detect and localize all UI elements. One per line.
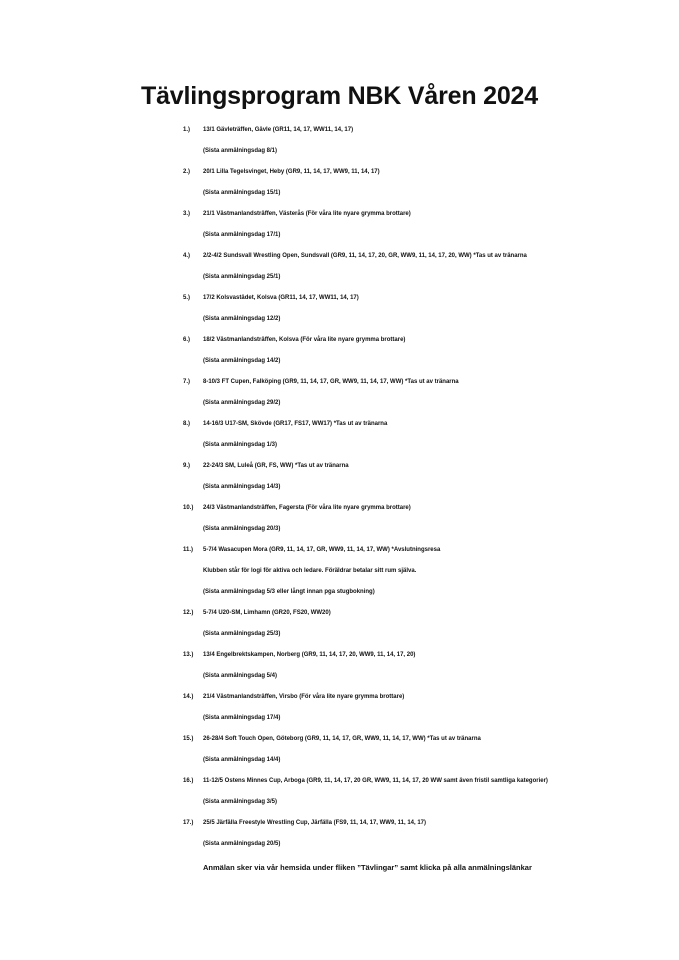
item-number: 9.) (183, 463, 191, 469)
detail-line (0, 441, 679, 462)
item-number: 2.) (183, 169, 191, 175)
event-text: 21/4 Västmanlandsträffen, Virsbo (För våra lite nyare grymma brottare) (203, 694, 405, 700)
detail-line (0, 798, 679, 819)
detail-line (0, 756, 679, 777)
detail-text: (Sista anmälningsdag 25/3) (203, 631, 281, 637)
event-text: 21/1 Västmanlandsträffen, Västerås (För våra lite nyare grymma brottare) (203, 211, 411, 217)
event-line (0, 651, 679, 672)
detail-line (0, 483, 679, 504)
list-item (0, 420, 679, 462)
detail-line (0, 567, 679, 588)
detail-line (0, 357, 679, 378)
item-number: 7.) (183, 379, 191, 385)
detail-line (0, 399, 679, 420)
event-line (0, 462, 679, 483)
item-number: 1.) (183, 127, 191, 133)
detail-line (0, 714, 679, 735)
event-text: 11-12/5 Ostens Minnes Cup, Arboga (GR9, 11, 14, 17, 20 GR, WW9, 11, 14, 17, 20 WW samt även fristil samtliga kategorier) (203, 778, 548, 784)
detail-text: (Sista anmälningsdag 5/3 eller långt innan pga stugbokning) (203, 589, 375, 595)
detail-line (0, 630, 679, 651)
item-number: 16.) (183, 778, 194, 784)
list-item (0, 294, 679, 336)
detail-line (0, 315, 679, 336)
item-number: 11.) (183, 547, 194, 553)
event-line (0, 252, 679, 273)
detail-line (0, 273, 679, 294)
list-item (0, 126, 679, 168)
detail-text: (Sista anmälningsdag 15/1) (203, 190, 281, 196)
list-item (0, 252, 679, 294)
item-number: 15.) (183, 736, 194, 742)
event-line (0, 735, 679, 756)
detail-line (0, 672, 679, 693)
item-number: 3.) (183, 211, 191, 217)
event-text: 18/2 Västmanlandsträffen, Kolsva (För våra lite nyare grymma brottare) (203, 337, 406, 343)
item-number: 14.) (183, 694, 194, 700)
event-line (0, 819, 679, 840)
item-number: 10.) (183, 505, 194, 511)
list-item (0, 546, 679, 609)
event-text: 22-24/3 SM, Luleå (GR, FS, WW) *Tas ut av tränarna (203, 463, 349, 469)
item-number: 12.) (183, 610, 194, 616)
detail-line (0, 525, 679, 546)
list-item (0, 819, 679, 861)
detail-line (0, 840, 679, 861)
detail-text: (Sista anmälningsdag 8/1) (203, 148, 278, 154)
event-text: 13/4 Engelbrektskampen, Norberg (GR9, 11, 14, 17, 20, WW9, 11, 14, 17, 20) (203, 652, 416, 658)
list-item (0, 504, 679, 546)
item-number: 4.) (183, 253, 191, 259)
event-line (0, 693, 679, 714)
list-item (0, 336, 679, 378)
event-text: 2/2-4/2 Sundsvall Wrestling Open, Sundsvall (GR9, 11, 14, 17, 20, GR, WW9, 11, 14, 17, 20, WW) *Tas ut av tränarna (203, 253, 527, 259)
event-line (0, 168, 679, 189)
list-item (0, 693, 679, 735)
list-item (0, 462, 679, 504)
item-number: 13.) (183, 652, 194, 658)
list-item (0, 378, 679, 420)
page-title: Tävlingsprogram NBK Våren 2024 (141, 82, 538, 110)
item-number: 8.) (183, 421, 191, 427)
detail-text: (Sista anmälningsdag 25/1) (203, 274, 281, 280)
event-text: 14-16/3 U17-SM, Skövde (GR17, FS17, WW17) *Tas ut av tränarna (203, 421, 388, 427)
detail-text: (Sista anmälningsdag 17/1) (203, 232, 281, 238)
item-number: 6.) (183, 337, 191, 343)
event-line (0, 420, 679, 441)
detail-line (0, 231, 679, 252)
event-line (0, 294, 679, 315)
competition-list (0, 126, 679, 861)
event-line (0, 378, 679, 399)
list-item (0, 609, 679, 651)
detail-text: (Sista anmälningsdag 14/4) (203, 757, 281, 763)
list-item (0, 735, 679, 777)
event-text: 26-28/4 Soft Touch Open, Göteborg (GR9, 11, 14, 17, GR, WW9, 11, 14, 17, WW) *Tas ut av tränarna (203, 736, 481, 742)
item-number: 17.) (183, 820, 194, 826)
event-line (0, 210, 679, 231)
detail-text: (Sista anmälningsdag 14/2) (203, 358, 281, 364)
event-text: 17/2 Kolsvastädet, Kolsva (GR11, 14, 17, WW11, 14, 17) (203, 295, 359, 301)
event-text: 24/3 Västmanlandsträffen, Fagersta (För våra lite nyare grymma brottare) (203, 505, 411, 511)
detail-line (0, 147, 679, 168)
event-line (0, 777, 679, 798)
event-text: 13/1 Gävleträffen, Gävle (GR11, 14, 17, WW11, 14, 17) (203, 127, 354, 133)
event-text: 20/1 Lilla Tegelsvinget, Heby (GR9, 11, 14, 17, WW9, 11, 14, 17) (203, 169, 380, 175)
detail-text: (Sista anmälningsdag 3/5) (203, 799, 278, 805)
event-line (0, 126, 679, 147)
event-text: 5-7/4 Wasacupen Mora (GR9, 11, 14, 17, GR, WW9, 11, 14, 17, WW) *Avslutningsresa (203, 547, 441, 553)
detail-text: (Sista anmälningsdag 1/3) (203, 442, 278, 448)
event-line (0, 546, 679, 567)
detail-text: (Sista anmälningsdag 20/5) (203, 841, 281, 847)
list-item (0, 210, 679, 252)
event-line (0, 609, 679, 630)
detail-text: (Sista anmälningsdag 29/2) (203, 400, 281, 406)
event-text: 8-10/3 FT Cupen, Falköping (GR9, 11, 14, 17, GR, WW9, 11, 14, 17, WW) *Tas ut av tränarna (203, 379, 459, 385)
detail-line (0, 588, 679, 609)
detail-text: (Sista anmälningsdag 5/4) (203, 673, 278, 679)
detail-text: (Sista anmälningsdag 17/4) (203, 715, 281, 721)
event-text: 5-7/4 U20-SM, Limhamn (GR20, FS20, WW20) (203, 610, 331, 616)
detail-line (0, 189, 679, 210)
footer-note: Anmälan sker via vår hemsida under fliken ”Tävlingar” samt klicka på alla anmälningslänkar (203, 863, 532, 872)
detail-text: (Sista anmälningsdag 14/3) (203, 484, 281, 490)
event-text: 25/5 Järfälla Freestyle Wrestling Cup, Järfälla (FS9, 11, 14, 17, WW9, 11, 14, 17) (203, 820, 426, 826)
event-line (0, 504, 679, 525)
item-number: 5.) (183, 295, 191, 301)
list-item (0, 651, 679, 693)
detail-text: Klubben står för logi för aktiva och ledare. Föräldrar betalar sitt rum själva. (203, 568, 417, 574)
detail-text: (Sista anmälningsdag 12/2) (203, 316, 281, 322)
event-line (0, 336, 679, 357)
list-item (0, 168, 679, 210)
detail-text: (Sista anmälningsdag 20/3) (203, 526, 281, 532)
list-item (0, 777, 679, 819)
